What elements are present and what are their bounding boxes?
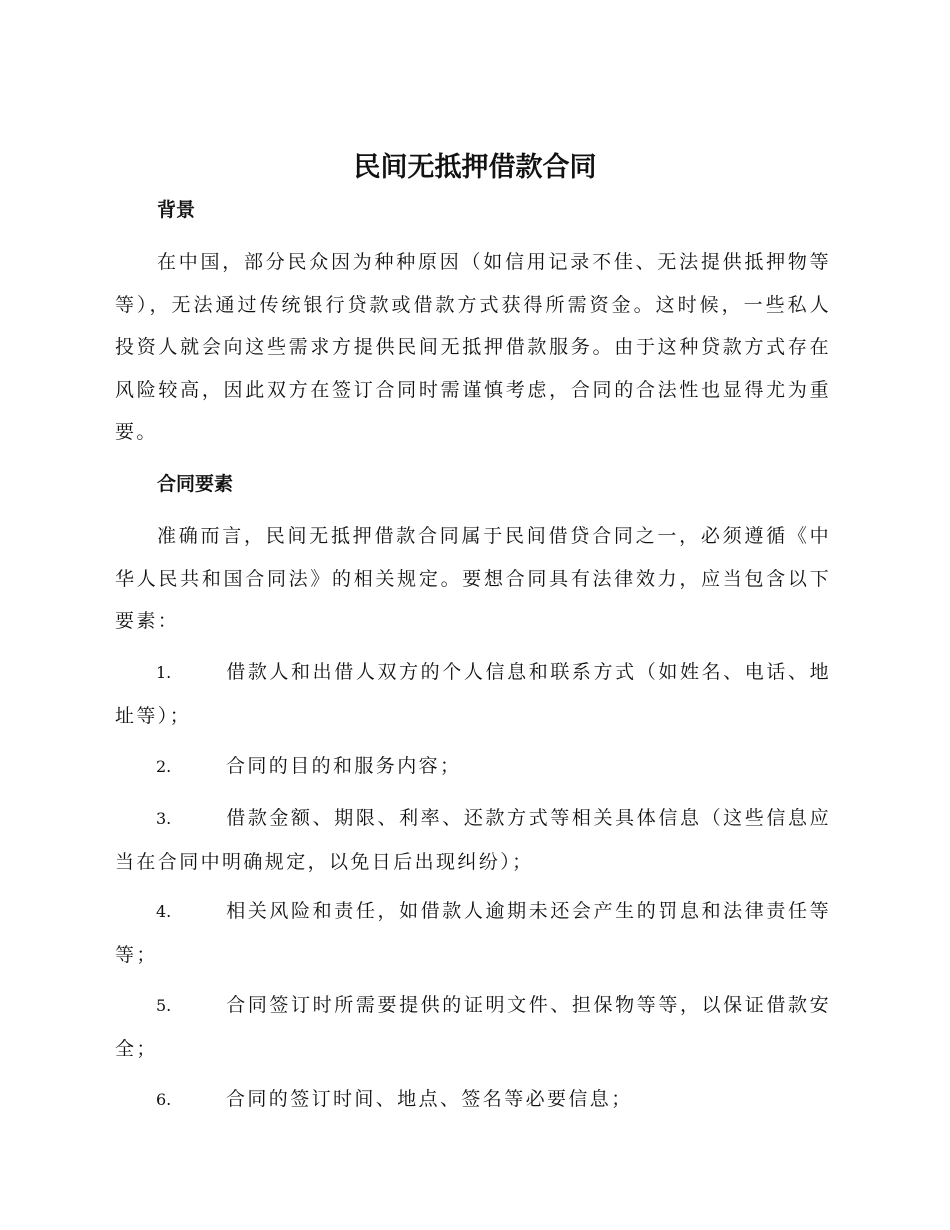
background-paragraph: 在中国，部分民众因为种种原因（如信用记录不佳、无法提供抵押物等等），无法通过传统银行贷款或借款方式获得所需资金。这时候，一些私人投资人就会向这些需求方提供民间无抵押借款服务。由于这种贷款方式存在风险较高，因此双方在签订合同时需谨慎考虑，合同的合法性也显得尤为重要。	[115, 251, 831, 443]
list-item-number: 5.	[156, 996, 172, 1015]
contract-elements-paragraph: 准确而言，民间无抵押借款合同属于民间借贷合同之一，必须遵循《中华人民共和国合同法》的相关规定。要想合同具有法律效力，应当包含以下要素：	[115, 525, 831, 632]
list-item-number: 6.	[156, 1090, 172, 1109]
list-item	[115, 651, 831, 737]
list-item	[115, 797, 831, 883]
list-item-number: 1.	[156, 663, 172, 682]
list-item-number: 3.	[156, 809, 172, 828]
list-item-text: 合同的目的和服务内容；	[226, 755, 462, 777]
list-item	[115, 745, 831, 789]
list-item	[115, 1078, 831, 1122]
list-item-text: 合同的签订时间、地点、签名等必要信息；	[226, 1088, 633, 1110]
list-item-number: 4.	[156, 902, 172, 921]
list-item-text: 相关风险和责任，如借款人逾期未还会产生的罚息和法律责任等等；	[115, 900, 831, 966]
list-item-text: 借款金额、期限、利率、还款方式等相关具体信息（这些信息应当在合同中明确规定，以免日后出现纠纷）；	[115, 807, 831, 873]
list-item	[115, 890, 831, 976]
list-item	[115, 984, 831, 1070]
section-heading-background: 背景	[157, 199, 196, 221]
list-item-number: 2.	[156, 757, 172, 776]
section-heading-contract-elements: 合同要素	[157, 473, 234, 495]
list-item-text: 合同签订时所需要提供的证明文件、担保物等等，以保证借款安全；	[115, 994, 831, 1060]
document-title: 民间无抵押借款合同	[353, 152, 597, 183]
list-item-text: 借款人和出借人双方的个人信息和联系方式（如姓名、电话、地址等）；	[115, 661, 831, 727]
